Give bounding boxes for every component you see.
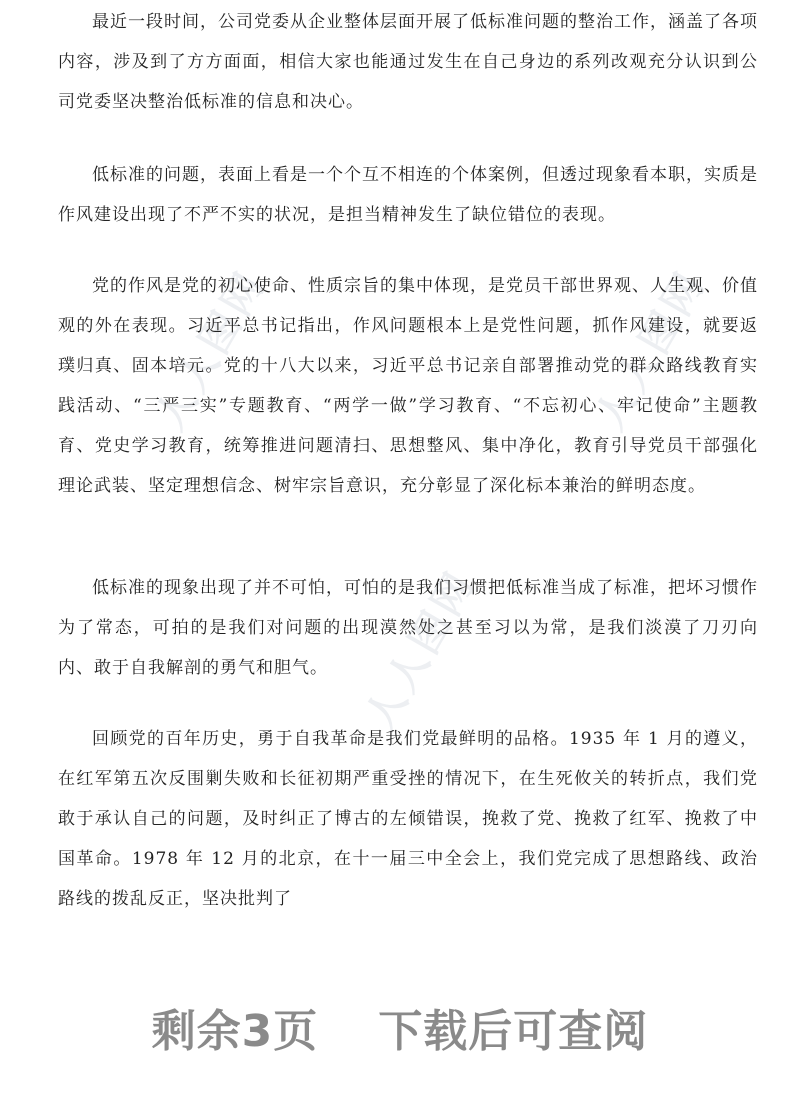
- paragraph: 低标准的现象出现了并不可怕，可怕的是我们习惯把低标准当成了标准，把坏习惯作为了常态，可拍的是我们对问题的出现漠然处之甚至习以为常，是我们淡漠了刀刃向内、敢于自我解剖的勇气和胆气。: [58, 578, 758, 678]
- watermark-logo: 人人图网: [587, 262, 715, 438]
- paragraph: 回顾党的百年历史，勇于自我革命是我们党最鲜明的品格。1935 年 1 月的遵义，在红军第五次反围剿失败和长征初期严重受挫的情况下，在生死攸关的转折点，我们党敢于承认自己的问题，及时纠正了博古的左倾错误，挽救了党、挽救了红军、挽救了中国革命。1978 年 12 月的北京，在十一届三中全会上，我们党完成了思想路线、政治路线的拨乱反正，坚决批判了: [58, 729, 758, 909]
- paragraph: 低标准的问题，表面上看是一个个互不相连的个体案例，但透过现象看本职，实质是作风建设出现了不严不实的状况，是担当精神发生了缺位错位的表现。: [58, 165, 758, 225]
- download-banner[interactable]: [0, 995, 800, 1059]
- watermark-logo: 人人图网: [357, 562, 485, 738]
- paragraph: 党的作风是党的初心使命、性质宗旨的集中体现，是党员干部世界观、人生观、价值观的外在表现。习近平总书记指出，作风问题根本上是党性问题，抓作风建设，就要返璞归真、固本培元。党的十八大以来，习近平总书记亲自部署推动党的群众路线教育实践活动、“三严三实”专题教育、“两学一做”学习教育、“不忘初心、牢记使命”主题教育、党史学习教育，统筹推进问题清扫、思想整风、集中净化，教育引导党员干部强化理论武装、坚定理想信念、树牢宗旨意识，充分彰显了深化标本兼治的鲜明态度。: [58, 276, 758, 496]
- remaining-pages-label[interactable]: 剩余3页: [151, 1006, 319, 1057]
- watermark-logo: 人人图网: [147, 262, 275, 438]
- paragraph: 最近一段时间，公司党委从企业整体层面开展了低标准问题的整治工作，涵盖了各项内容，涉及到了方方面面，相信大家也能通过发生在自己身边的系列改观充分认识到公司党委坚决整治低标准的信息和决心。: [58, 12, 758, 112]
- download-to-view-label[interactable]: 下载后可查阅: [378, 1006, 649, 1057]
